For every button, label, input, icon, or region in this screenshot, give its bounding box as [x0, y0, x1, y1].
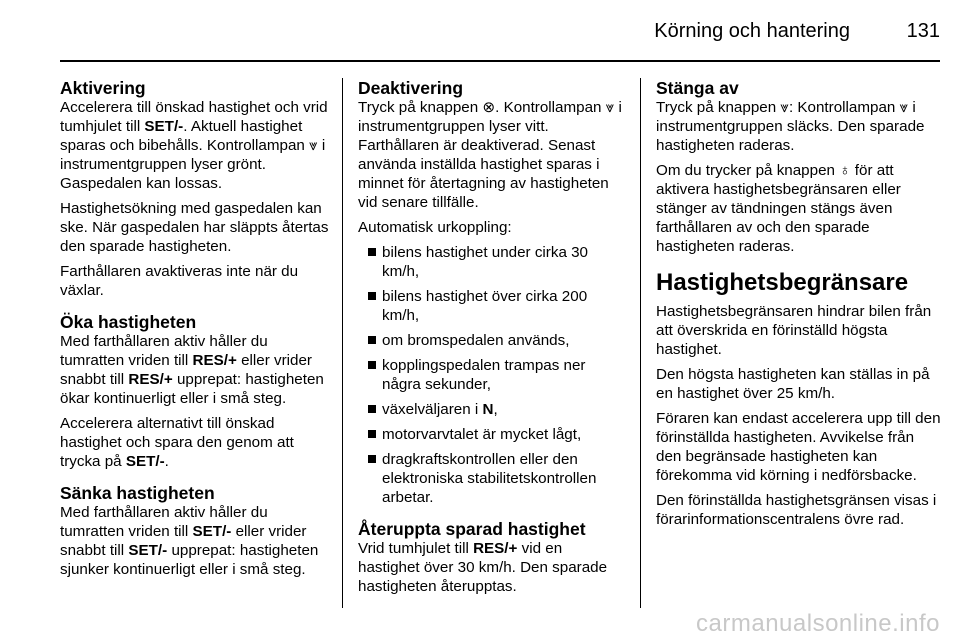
aktivering-paragraph-2: Hastighetsökning med gaspedalen kan ske. När gaspedalen har släppts återtas den sparade hastigheten.	[60, 200, 329, 255]
header-rule	[60, 60, 940, 62]
speed-limiter-icon: ♁	[839, 162, 851, 179]
heading-oka: Öka hastigheten	[60, 312, 197, 332]
section-hastighetsbegransare	[656, 268, 942, 529]
section-oka	[60, 312, 332, 471]
column-divider-1	[342, 78, 343, 608]
auto-disengage-list	[358, 243, 626, 507]
section-ateruppta	[358, 519, 626, 596]
list-item: bilens hastighet över cirka 200 km/h,	[358, 287, 626, 325]
column-3	[656, 78, 942, 541]
stanga-paragraph-1: Tryck på knappen ⩔: Kontrollampan ⩔ i instrumentgruppen släcks. Den sparade hastigheten raderas.	[656, 99, 925, 154]
watermark: carmanualsonline.info	[696, 610, 940, 637]
heading-sanka: Sänka hastigheten	[60, 483, 215, 503]
list-item: motorvarvtalet är mycket lågt,	[358, 425, 626, 444]
oka-paragraph-2: Accelerera alternativt till önskad hastighet och spara den genom att trycka på SET/-.	[60, 415, 294, 470]
aktivering-paragraph-1: Accelerera till önskad hastighet och vrid tumhjulet till SET/-. Aktuell hastighet sparas och bibehålls. Kontrollampan ⩔ i instrumentgruppen lyser grönt. Gaspedalen kan lossas.	[60, 99, 328, 192]
ateruppta-paragraph-1: Vrid tumhjulet till RES/+ vid en hastighet över 30 km/h. Den sparade hastigheten återupptas.	[358, 540, 608, 595]
begr-paragraph-1: Hastighetsbegränsaren hindrar bilen från att överskrida en förinställd högsta hastighet.	[656, 303, 932, 358]
list-item: bilens hastighet under cirka 30 km/h,	[358, 243, 626, 281]
cruise-control-icon: ⩔	[899, 99, 909, 116]
oka-paragraph-1: Med farthållaren aktiv håller du tumratten vriden till RES/+ eller vrider snabbt till RES/+ upprepat: hastigheten ökar kontinuerligt eller i små steg.	[60, 333, 324, 407]
begr-paragraph-3: Föraren kan endast accelerera upp till den förinställda hastigheten. Avvikelse från den begränsade hastigheten kan förekomma vid körning i nedförsbacke.	[656, 410, 941, 484]
stanga-paragraph-2: Om du trycker på knappen ♁ för att aktivera hastighetsbegränsaren eller stänger av tändningen stängs även farthållaren av och den sparade hastigheten raderas.	[656, 162, 901, 255]
cancel-button-icon: ⊗	[482, 99, 496, 116]
sanka-paragraph-1: Med farthållaren aktiv håller du tumratten vriden till SET/- eller vrider snabbt till SET/- upprepat: hastigheten sjunker kontinuerligt eller i små steg.	[60, 504, 319, 578]
section-sanka	[60, 483, 332, 579]
aktivering-paragraph-3: Farthållaren avaktiveras inte när du växlar.	[60, 263, 299, 299]
column-1	[60, 78, 332, 591]
heading-deaktivering: Deaktivering	[358, 78, 464, 98]
cruise-control-icon: ⩔	[309, 137, 318, 154]
list-item: växelväljaren i N,	[358, 400, 626, 419]
begr-paragraph-2: Den högsta hastigheten kan ställas in på en hastighet över 25 km/h.	[656, 366, 930, 402]
section-stanga-av	[656, 78, 942, 256]
cruise-control-icon: ⩔	[780, 99, 789, 116]
section-aktivering	[60, 78, 332, 300]
column-2	[358, 78, 626, 608]
begr-paragraph-4: Den förinställda hastighetsgränsen visas i förarinformationscentralens övre rad.	[656, 492, 937, 528]
header-title: Körning och hantering	[654, 20, 850, 42]
auto-disengage-heading: Automatisk urkoppling:	[358, 219, 512, 236]
page-number: 131	[906, 20, 940, 42]
heading-hastighetsbegransare: Hastighetsbegränsare	[656, 269, 909, 296]
list-item: kopplingspedalen trampas ner några sekunder,	[358, 356, 626, 394]
deaktivering-paragraph-1: Tryck på knappen ⊗. Kontrollampan ⩔ i instrumentgruppen lyser vitt. Farthållaren är deaktiverad. Senast använda inställda hastighet sparas i minnet för återtagning av hastigheten vid senare tillfälle.	[358, 99, 622, 211]
list-item: dragkraftskontrollen eller den elektroniska stabilitetskontrollen arbetar.	[358, 450, 626, 507]
cruise-control-icon: ⩔	[605, 99, 615, 116]
heading-aktivering: Aktivering	[60, 78, 146, 98]
list-item: om bromspedalen används,	[358, 331, 626, 350]
section-deaktivering	[358, 78, 626, 507]
column-divider-2	[640, 78, 641, 608]
heading-stanga-av: Stänga av	[656, 78, 739, 98]
heading-ateruppta: Återuppta sparad hastighet	[358, 519, 586, 539]
